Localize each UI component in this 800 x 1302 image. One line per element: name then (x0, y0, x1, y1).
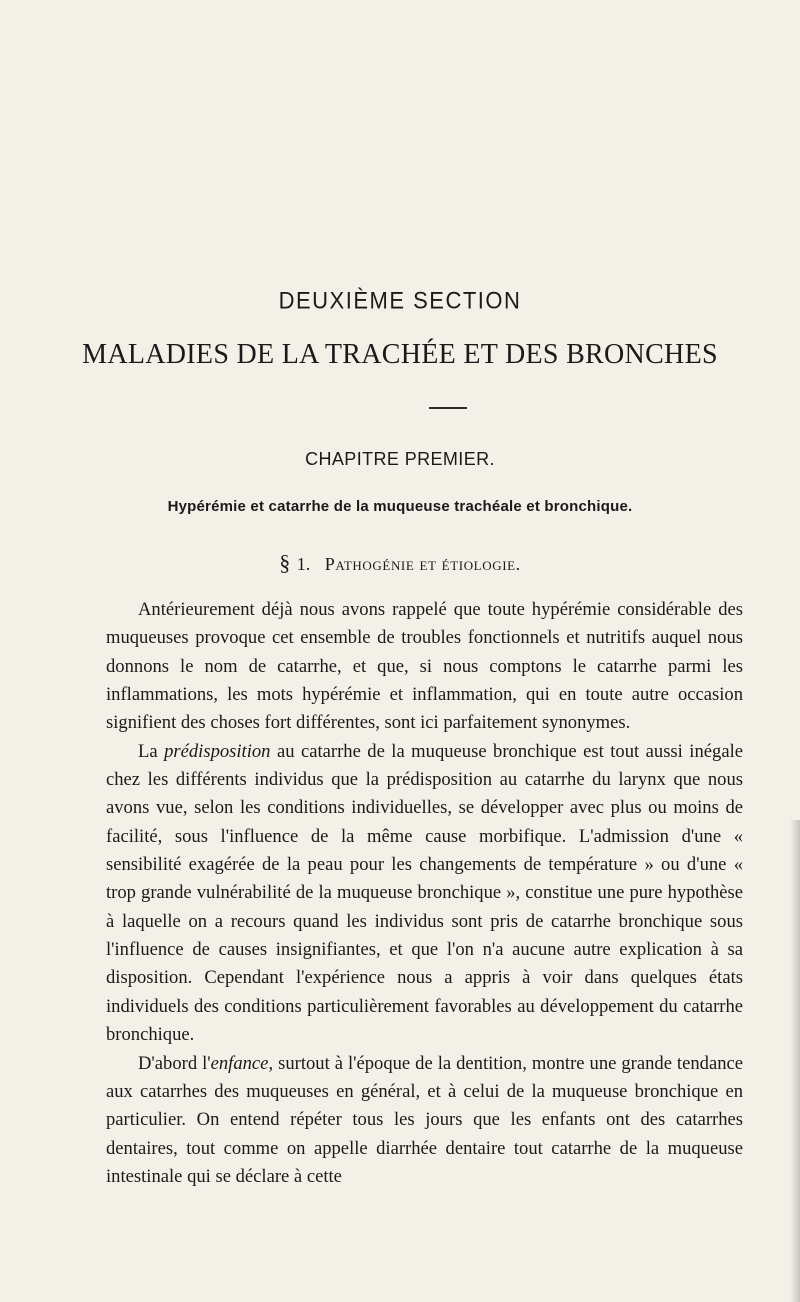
chapter-subtitle: Hypérémie et catarrhe de la muqueuse trachéale et bronchique. (167, 498, 633, 515)
section-heading (0, 550, 800, 576)
paragraph-2 (106, 738, 743, 1050)
section-number: 1. (296, 554, 311, 574)
chapter-title: CHAPITRE PREMIER. (305, 449, 495, 469)
section-symbol: § (279, 550, 291, 575)
paragraph-2-prefix: La (138, 740, 165, 762)
part-title: MALADIES DE LA TRACHÉE ET DES BRONCHES (82, 339, 718, 370)
body-text (106, 596, 743, 1191)
paragraph-2-rest: au catarrhe de la muqueuse bronchique est tout aussi inégale chez les différents individus que la prédisposition au catarrhe du larynx que nous avons vue, selon les conditions individuelles, se développer avec plus ou moins de facilité, sous l'influence de la même cause morbifique. L'admission d'une « sensibilité exagérée de la peau pour les changements de température » ou d'une « trop grande vulnérabilité de la muqueuse bronchique », constitue une pure hypothèse à laquelle on a recours quand les individus sont pris de catarrhe bronchique sous l'influence de causes insignifiantes, et que l'on n'a aucune autre explication à sa disposition. Cependant l'expérience nous a appris à voir dans quelques états individuels des conditions particulièrement favorables au développement du catarrhe bronchique. (106, 740, 743, 1046)
paragraph-3-rest: , surtout à l'époque de la dentition, montre une grande tendance aux catarrhes des muqueuses en général, et à celui de la muqueuse bronchique en particulier. On entend répéter tous les jours que les enfants ont des catarrhes dentaires, tout comme on appelle diarrhée dentaire tout catarrhe de la muqueuse intestinale qui se déclare à cette (106, 1052, 743, 1187)
paragraph-1-text: Antérieurement déjà nous avons rappelé que toute hypérémie considérable des muqueuses provoque cet ensemble de troubles fonctionnels et nutritifs auquel nous donnons le nom de catarrhe, et que, si nous comptons le catarrhe parmi les inflammations, les mots hypérémie et inflammation, qui en toute autre occasion signifient des choses fort différentes, sont ici parfaitement synonymes. (106, 599, 743, 734)
section-title: Pathogénie et étiologie. (324, 554, 521, 574)
paragraph-3-emphasis: enfance (210, 1052, 269, 1074)
paragraph-1 (106, 596, 743, 738)
paragraph-2-emphasis: prédisposition (164, 740, 271, 762)
paragraph-3 (106, 1050, 743, 1192)
page-edge-shadow (790, 820, 800, 1302)
title-divider (429, 407, 467, 409)
paragraph-3-prefix: D'abord l' (138, 1052, 211, 1074)
section-label: DEUXIÈME SECTION (278, 286, 522, 315)
